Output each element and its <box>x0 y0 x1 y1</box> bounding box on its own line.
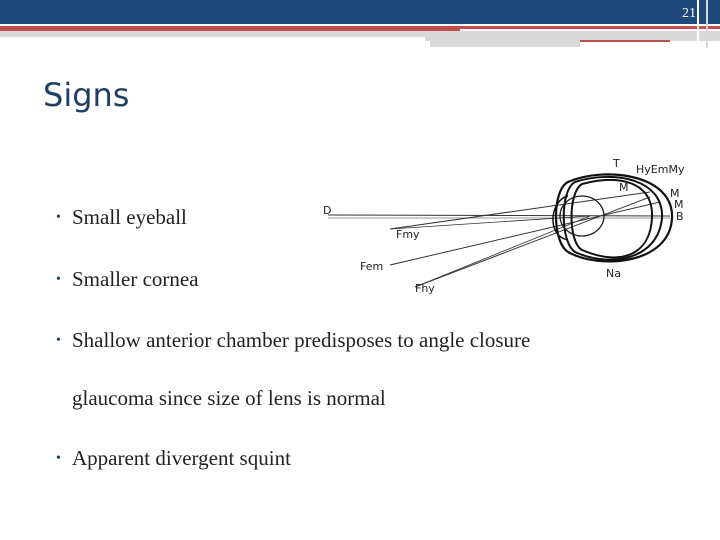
bullet-item <box>56 328 530 353</box>
header-band <box>0 0 720 24</box>
header-vertical-line <box>706 0 708 48</box>
label-Fhy: Fhy <box>415 282 435 295</box>
bullet-text: Smaller cornea <box>72 267 199 291</box>
bullet-dot: • <box>56 210 61 225</box>
ray-line <box>390 202 660 265</box>
label-M: M <box>619 181 629 194</box>
label-M: M <box>674 198 684 211</box>
slide-title: Signs <box>43 76 130 114</box>
label-HyEmMy: HyEmMy <box>636 163 685 176</box>
optical-axis-line <box>328 215 670 216</box>
header-vertical-line <box>697 0 699 48</box>
label-Na: Na <box>606 267 621 280</box>
label-D: D <box>323 204 332 217</box>
label-B: B <box>676 210 684 223</box>
bullet-text: Shallow anterior chamber predisposes to angle closure <box>72 328 531 352</box>
bullet-text: Apparent divergent squint <box>72 446 291 470</box>
label-T: T <box>613 157 620 170</box>
header-accent-red <box>460 26 720 29</box>
bullet-item <box>56 446 291 471</box>
header-accent-red <box>580 40 670 42</box>
label-Fem: Fem <box>360 260 384 273</box>
bullet-item <box>56 267 199 292</box>
bullet-item <box>56 205 187 230</box>
ray-line <box>390 192 650 229</box>
bullet-dot: • <box>56 333 61 348</box>
header-accent-gray <box>430 41 580 47</box>
bullet-dot: • <box>56 272 61 287</box>
bullet-text: Small eyeball <box>72 205 187 229</box>
bullet-continuation: glaucoma since size of lens is normal <box>72 386 386 410</box>
label-Fmy: Fmy <box>396 228 420 241</box>
page-number: 21 <box>682 6 696 21</box>
eye-refraction-diagram <box>320 152 700 302</box>
bullet-dot: • <box>56 451 61 466</box>
label-M: M <box>670 187 680 200</box>
